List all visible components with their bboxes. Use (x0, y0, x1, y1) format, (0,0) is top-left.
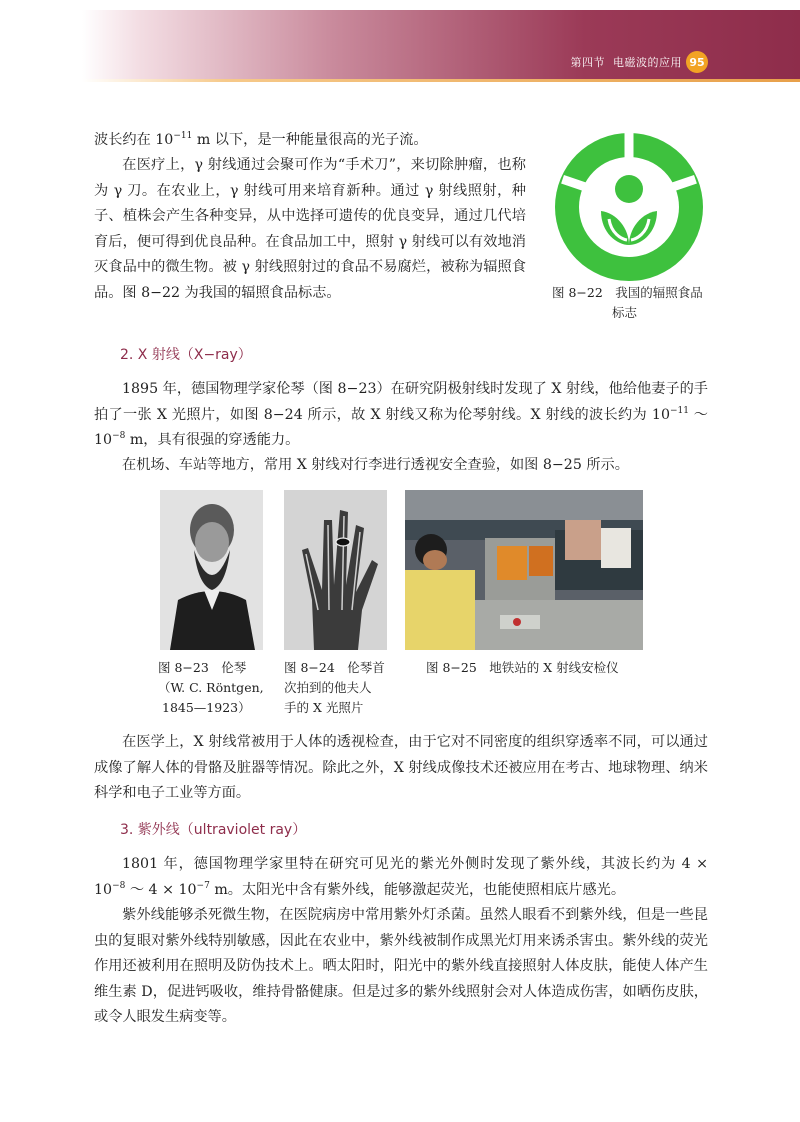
xray-security-paragraph: 在机场、车站等地方，常用 X 射线对行李进行透视安全查验，如图 8−25 所示。 (122, 457, 629, 473)
section-heading-xray: 2. X 射线（X−ray） (120, 347, 252, 363)
gamma-paragraph-start: 波长约在 $10^{-11}$ m 以下，是一种能量很高的光子流。 (94, 131, 428, 148)
xray-discovery-paragraph: 1895 年，德国物理学家伦琴（图 8−23）在研究阴极射线时发现了 X 射线，他给他妻子的手拍了一张 X 光照片，如图 8−24 所示，故 X 射线又称为伦琴射线。X 射线的波长约为 $10^{-11}$ ～ $10^{-8}$ m，具有很强的穿透能力。 (94, 381, 708, 449)
xray-hand-photo (284, 490, 387, 650)
fig24-caption-1: 图 8−24 伦琴首 (284, 660, 385, 675)
subway-xray-inspection-photo (405, 490, 643, 650)
fig23-caption-1: 图 8−23 伦琴 (158, 660, 247, 675)
rontgen-portrait-photo (160, 490, 263, 650)
fig24-caption-3: 手的 X 光照片 (284, 700, 364, 715)
fig23-caption-3: 1845—1923） (162, 700, 251, 715)
uv-applications-paragraph: 紫外线能够杀死微生物，在医院病房中常用紫外灯杀菌。虽然人眼看不到紫外线，但是一些昆虫的复眼对紫外线特别敏感，因此在农业中，紫外线被制作成黑光灯用来诱杀害虫。紫外线的荧光作用还被利用在照明及防伪技术上。晒太阳时，阳光中的紫外线直接照射人体皮肤，能使人体产生维生素 D，促进钙吸收，维持骨骼健康。但是过多的紫外线照射会对人体造成伤害，如晒伤皮肤，或令人眼发生病变等。 (94, 907, 708, 1026)
irradiation-food-logo (555, 133, 703, 281)
header-rule (82, 79, 800, 82)
header-title: 电磁波的应用 (613, 56, 682, 69)
fig23-caption-2: （W. C. Röntgen, (158, 680, 264, 695)
section-heading-ultraviolet: 3. 紫外线（ultraviolet ray） (120, 822, 307, 838)
fig22-caption-line1: 图 8−22 我国的辐照食品 (552, 285, 703, 300)
xray-medical-paragraph: 在医学上，X 射线常被用于人体的透视检查，由于它对不同密度的组织穿透率不同，可以通过成像了解人体的骨骼及脏器等情况。除此之外，X 射线成像技术还被应用在考古、地球物理、纳米科学和电子工业等方面。 (94, 734, 708, 802)
running-header (567, 54, 683, 70)
uv-discovery-paragraph: 1801 年，德国物理学家里特在研究可见光的紫光外侧时发现了紫外线，其波长约为 $4 \times 10^{-8}$ ～ $4 \times 10^{-7}$ m。太阳光中含有紫外线，能够激起荧光，也能使照相底片感光。 (94, 856, 708, 898)
fig24-caption-2: 次拍到的他夫人 (284, 680, 372, 695)
header-section: 第四节 (570, 56, 605, 69)
page-number: 95 (686, 51, 708, 73)
fig25-caption: 图 8−25 地铁站的 X 射线安检仪 (426, 660, 619, 675)
fig22-caption-line2: 标志 (612, 305, 638, 320)
gamma-applications-paragraph: 在医疗上，γ 射线通过会聚可作为“手术刀”，来切除肿瘤，也称为 γ 刀。在农业上，γ 射线可用来培育新种。通过 γ 射线照射，种子、植株会产生各种变异，从中选择可遗传的优良变异，通过几代培育后，便可得到优良品种。在食品加工中，照射 γ 射线可以有效地消灭食品中的微生物。被 γ 射线照射过的食品不易腐烂，被称为辐照食品。图 8−22 为我国的辐照食品标志。 (94, 157, 526, 301)
